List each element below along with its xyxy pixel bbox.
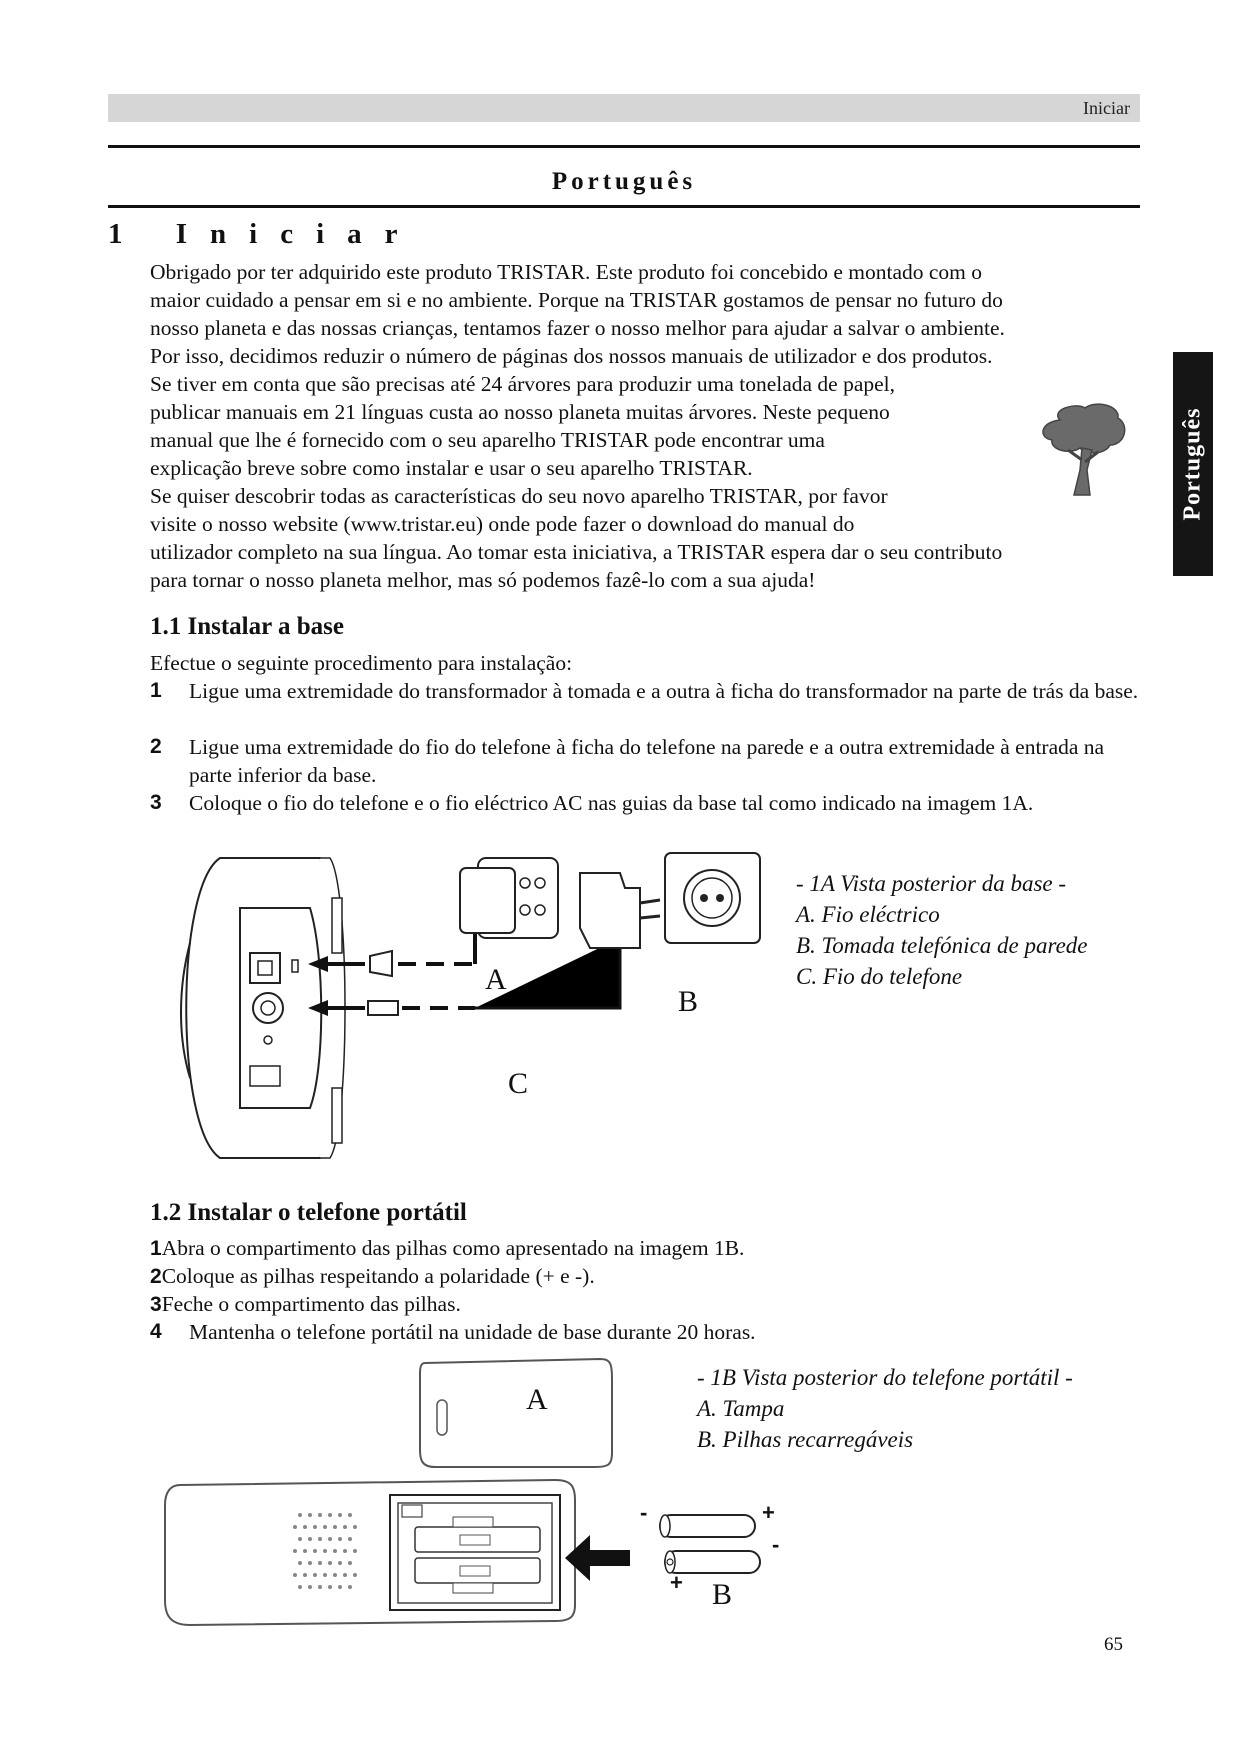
- caption-line: C. Fio do telefone: [796, 964, 963, 989]
- intro-line: maior cuidado a pensar em si e no ambiente. Porque na TRISTAR gostamos de pensar no futuro do: [150, 288, 1003, 312]
- handset-step-1: [150, 1234, 744, 1263]
- page-number: 65: [1104, 1634, 1123, 1655]
- step-text: Mantenha o telefone portátil na unidade de base durante 20 horas.: [189, 1320, 756, 1344]
- battery-minus-bottom: -: [772, 1532, 780, 1557]
- step-text: Feche o compartimento das pilhas.: [161, 1292, 461, 1316]
- intro-line: Por isso, decidimos reduzir o número de páginas dos nossos manuais de utilizador e dos produtos.: [150, 344, 993, 368]
- intro-line: publicar manuais em 21 línguas custa ao nosso planeta muitas árvores. Neste pequeno: [150, 400, 890, 424]
- figure-1a-label-a: A: [485, 963, 507, 996]
- figure-1a-label-b: B: [678, 985, 699, 1018]
- intro-line: explicação breve sobre como instalar e usar o seu aparelho TRISTAR.: [150, 456, 753, 480]
- section-title-1-1: 1.1 Instalar a base: [150, 613, 345, 640]
- intro-line: manual que lhe é fornecido com o seu aparelho TRISTAR pode encontrar uma: [150, 428, 825, 452]
- battery-plus-top: +: [762, 1500, 775, 1525]
- header-bar: [108, 94, 1140, 122]
- intro-line: para tornar o nosso planeta melhor, mas só podemos fazê-lo com a sua ajuda!: [150, 568, 816, 592]
- figure-1b-label-b: B: [712, 1578, 733, 1611]
- header-section-label: Iniciar: [1083, 98, 1130, 118]
- step-number: 2: [150, 1265, 162, 1288]
- handset-step-3: [150, 1290, 461, 1319]
- step-text: Coloque as pilhas respeitando a polaridade (+ e -).: [161, 1264, 595, 1288]
- caption-line: A. Fio eléctrico: [796, 902, 940, 927]
- step-text: Abra o compartimento das pilhas como apresentado na imagem 1B.: [161, 1236, 745, 1260]
- figure-1b-caption: [697, 1362, 1073, 1455]
- intro-paragraph: [150, 258, 1140, 594]
- language-side-tab: [1173, 352, 1213, 576]
- title-rule: [108, 205, 1140, 208]
- step-number: 1: [150, 679, 162, 702]
- chapter-heading: [108, 218, 421, 251]
- caption-line: - 1B Vista posterior do telefone portátil -: [697, 1365, 1073, 1390]
- step-text: Coloque o fio do telefone e o fio eléctrico AC nas guias da base tal como indicado na imagem 1A.: [189, 791, 1034, 815]
- language-title: Português: [551, 168, 697, 195]
- tree-illustration: [1030, 400, 1130, 505]
- figure-1a-caption: [796, 868, 1088, 992]
- handset-step-2: [150, 1262, 595, 1291]
- step-text: Ligue uma extremidade do transformador à tomada e a outra à ficha do transformador na parte de trás da base.: [189, 679, 1139, 703]
- figure-1a-base-rear: [170, 848, 810, 1178]
- battery-plus-bottom: +: [670, 1570, 683, 1595]
- side-tab-label: Português: [1179, 407, 1206, 521]
- section-title-1-2: 1.2 Instalar o telefone portátil: [150, 1199, 467, 1226]
- chapter-number: 1: [108, 218, 146, 250]
- intro-line: Se tiver em conta que são precisas até 24 árvores para produzir uma tonelada de papel,: [150, 372, 896, 396]
- section-1-1-intro: Efectue o seguinte procedimento para instalação:: [150, 651, 573, 675]
- battery-minus-top: -: [640, 1500, 648, 1525]
- step-number: 3: [150, 1293, 162, 1316]
- top-rule: [108, 145, 1140, 148]
- figure-1b-label-a: A: [526, 1383, 548, 1416]
- step-number: 3: [150, 791, 162, 814]
- step-number: 4: [150, 1320, 162, 1343]
- intro-line: utilizador completo na sua língua. Ao tomar esta iniciativa, a TRISTAR espera dar o seu contributo: [150, 540, 1003, 564]
- step-number: 1: [150, 1237, 162, 1260]
- caption-line: - 1A Vista posterior da base -: [796, 871, 1067, 896]
- intro-line: nosso planeta e das nossas crianças, tentamos fazer o nosso melhor para ajudar a salvar o ambiente.: [150, 316, 1005, 340]
- step-number: 2: [150, 735, 162, 758]
- caption-line: A. Tampa: [697, 1396, 785, 1421]
- caption-line: B. Tomada telefónica de parede: [796, 933, 1088, 958]
- chapter-title: Iniciar: [175, 218, 421, 250]
- intro-line: Obrigado por ter adquirido este produto TRISTAR. Este produto foi concebido e montado com o: [150, 260, 983, 284]
- figure-1a-label-c: C: [508, 1067, 529, 1100]
- step-text: Ligue uma extremidade do fio do telefone à ficha do telefone na parede e a outra extremidade à entrada na parte inferior da base.: [189, 735, 1105, 787]
- caption-line: B. Pilhas recarregáveis: [697, 1427, 914, 1452]
- intro-line: Se quiser descobrir todas as características do seu novo aparelho TRISTAR, por favor: [150, 484, 888, 508]
- intro-line: visite o nosso website (www.tristar.eu) onde pode fazer o download do manual do: [150, 512, 855, 536]
